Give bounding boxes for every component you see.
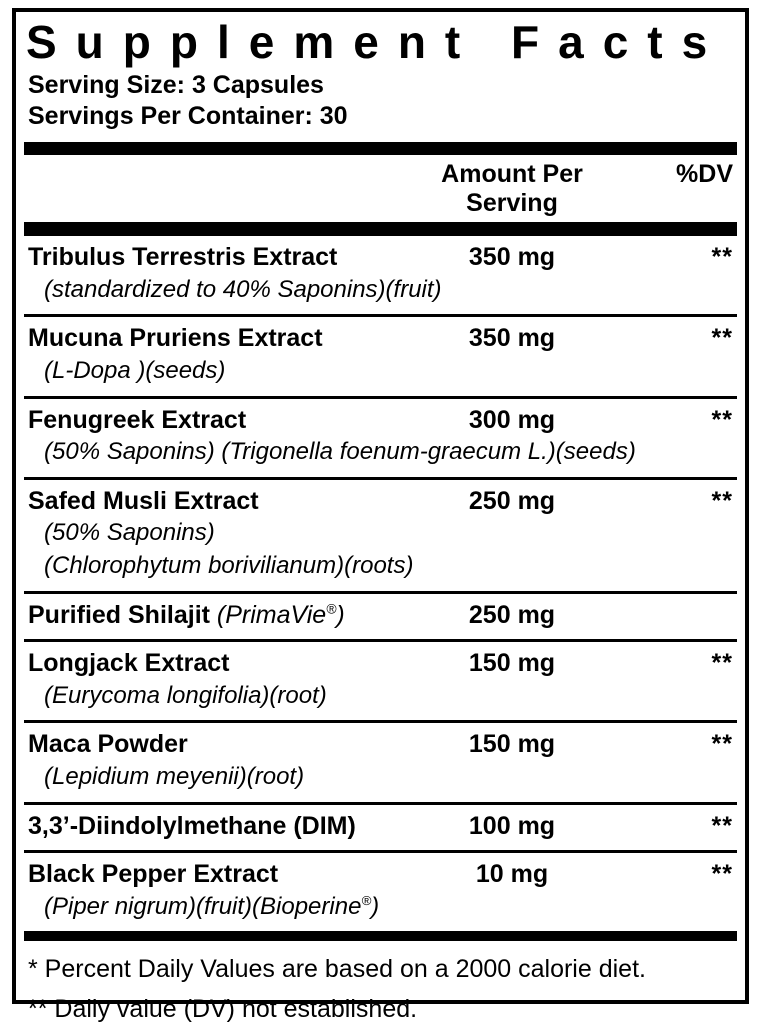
ingredient-row: [24, 480, 737, 594]
ingredient-name: Black Pepper Extract: [28, 860, 279, 889]
ingredient-detail: (Piper nigrum)(fruit)(Bioperine®): [44, 892, 380, 920]
ingredient-row: [24, 642, 737, 723]
ingredient-amount: 250 mg: [468, 486, 556, 515]
servings-per-container: Servings Per Container: 30: [28, 102, 348, 131]
ingredient-row: [24, 236, 737, 317]
ingredient-amount: 350 mg: [468, 324, 556, 353]
footnote-percent-dv: * Percent Daily Values are based on a 2000 calorie diet.: [28, 955, 646, 984]
supplement-facts-label: [12, 8, 749, 1023]
ingredient-name: Fenugreek Extract: [28, 405, 247, 434]
ingredient-amount: 10 mg: [475, 860, 549, 889]
ingredient-name: Safed Musli Extract: [28, 486, 259, 515]
ingredient-name: Purified Shilajit (PrimaVie®): [28, 600, 345, 629]
label-title: Supplement Facts: [26, 16, 727, 68]
ingredient-amount: 100 mg: [468, 811, 556, 840]
divider-bar-top: [24, 142, 737, 155]
ingredient-row: [24, 399, 737, 480]
serving-size: Serving Size: 3 Capsules: [28, 70, 324, 99]
ingredient-amount: 150 mg: [468, 649, 556, 678]
ingredient-dv: **: [711, 405, 733, 434]
ingredient-dv: **: [711, 811, 733, 840]
ingredient-row: [24, 317, 737, 398]
ingredient-rows: [24, 236, 737, 931]
ingredient-detail: (50% Saponins): [44, 519, 215, 547]
column-header-amount: Amount Per Serving: [441, 160, 583, 218]
ingredient-amount: 250 mg: [468, 600, 556, 629]
divider-bar-footnote: [24, 931, 737, 941]
ingredient-name: 3,3’-Diindolylmethane (DIM): [28, 811, 356, 840]
ingredient-name: Mucuna Pruriens Extract: [28, 324, 323, 353]
ingredient-detail: (L-Dopa )(seeds): [44, 356, 226, 384]
column-header-row: [24, 155, 737, 222]
footnotes: [24, 941, 737, 1025]
ingredient-detail: (50% Saponins) (Trigonella foenum-graecum L.)(seeds): [44, 438, 636, 466]
ingredient-dv: **: [711, 860, 733, 889]
ingredient-dv: **: [711, 730, 733, 759]
ingredient-row: [24, 805, 737, 854]
ingredient-amount: 150 mg: [468, 730, 556, 759]
ingredient-detail: (Eurycoma longifolia)(root): [44, 681, 327, 709]
ingredient-amount: 300 mg: [468, 405, 556, 434]
ingredient-row: [24, 853, 737, 931]
ingredient-row: [24, 723, 737, 804]
ingredient-detail: (standardized to 40% Saponins)(fruit): [44, 275, 442, 303]
ingredient-dv: **: [711, 324, 733, 353]
column-header-dv: %DV: [676, 160, 733, 189]
ingredient-row: [24, 594, 737, 643]
ingredient-name: Longjack Extract: [28, 649, 230, 678]
ingredient-dv: **: [711, 243, 733, 272]
ingredient-detail: (Lepidium meyenii)(root): [44, 762, 305, 790]
ingredient-name-suffix: (PrimaVie®): [216, 600, 345, 629]
ingredient-name: Tribulus Terrestris Extract: [28, 243, 338, 272]
ingredient-detail: (Chlorophytum borivilianum)(roots): [44, 552, 414, 580]
ingredient-dv: **: [711, 486, 733, 515]
ingredient-name: Maca Powder: [28, 730, 188, 759]
footnote-dv-not-established: ** Daily value (DV) not established.: [28, 994, 418, 1023]
ingredient-amount: 350 mg: [468, 243, 556, 272]
ingredient-dv: **: [711, 649, 733, 678]
divider-bar-header: [24, 222, 737, 236]
